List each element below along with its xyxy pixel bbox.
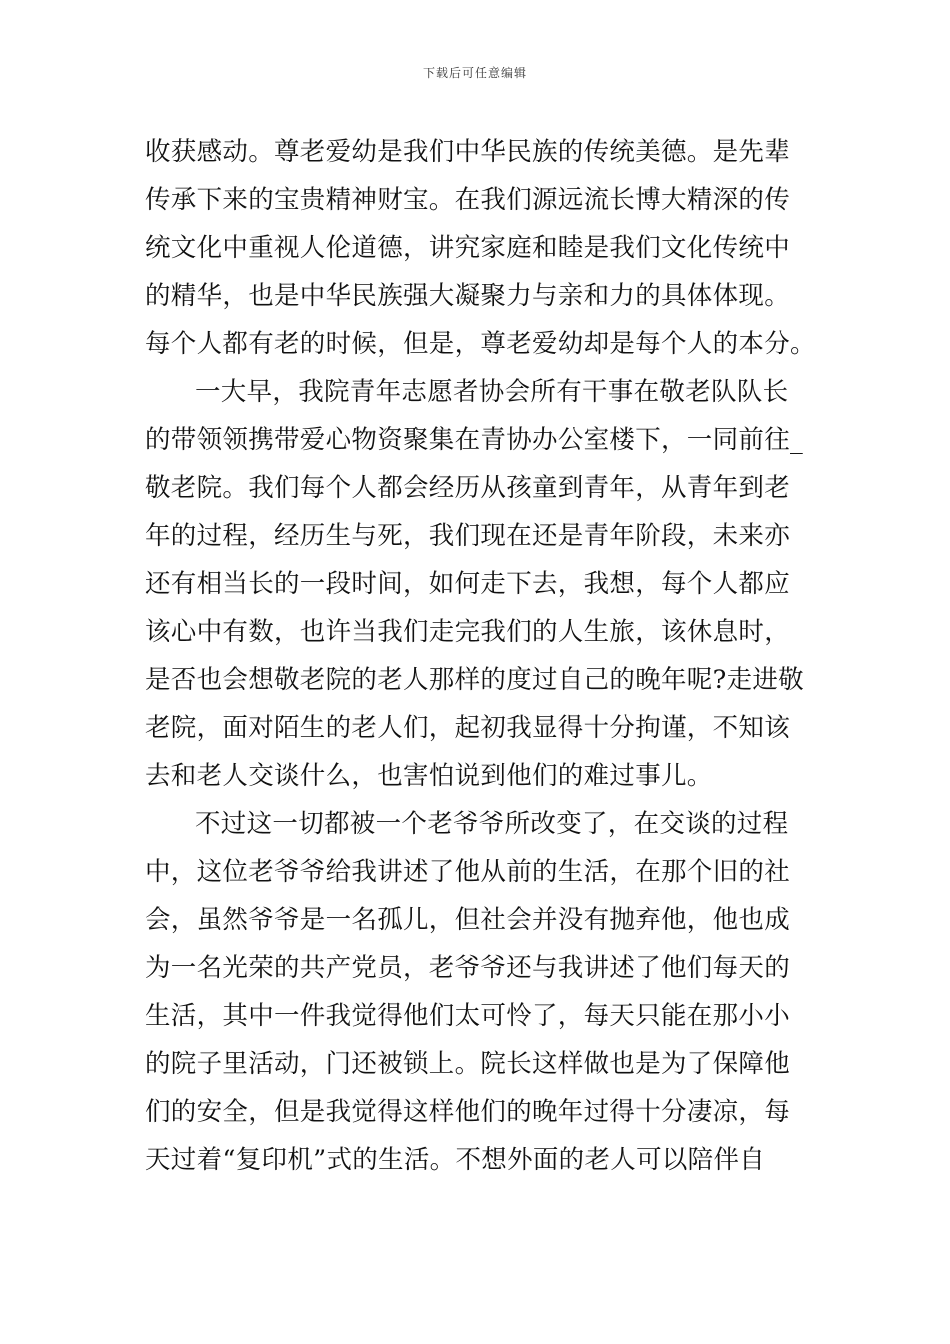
text-line: 一大早，我院青年志愿者协会所有干事在敬老队队长 — [195, 377, 789, 407]
text-line: 会，虽然爷爷是一名孤儿，但社会并没有抛弃他，他也成 — [145, 905, 791, 935]
text-line: 该心中有数，也许当我们走完我们的人生旅，该休息时， — [145, 617, 791, 647]
page-header: 下载后可任意编辑 — [422, 66, 527, 80]
text-line: 天过着“复印机”式的生活。不想外面的老人可以陪伴自 — [145, 1145, 766, 1175]
text-line: 年的过程，经历生与死，我们现在还是青年阶段，未来亦 — [145, 521, 791, 551]
text-line: 每个人都有老的时候，但是，尊老爱幼却是每个人的本分。 — [145, 329, 816, 359]
text-line: 去和老人交谈什么，也害怕说到他们的难过事儿。 — [145, 761, 713, 791]
text-line: 生活，其中一件我觉得他们太可怜了，每天只能在那小小 — [145, 1001, 791, 1031]
text-line: 敬老院。我们每个人都会经历从孩童到青年，从青年到老 — [145, 473, 791, 503]
text-line: 的带领领携带爱心物资聚集在青协办公室楼下，一同前往_ — [145, 425, 804, 455]
text-line: 传承下来的宝贵精神财宝。在我们源远流长博大精深的传 — [145, 185, 791, 215]
text-line: 的精华，也是中华民族强大凝聚力与亲和力的具体体现。 — [145, 281, 791, 311]
text-line: 不过这一切都被一个老爷爷所改变了，在交谈的过程 — [195, 809, 789, 839]
text-line: 中，这位老爷爷给我讲述了他从前的生活，在那个旧的社 — [145, 857, 791, 887]
text-line: 还有相当长的一段时间，如何走下去，我想，每个人都应 — [145, 569, 791, 599]
document-body — [145, 128, 816, 1184]
text-line: 为一名光荣的共产党员，老爷爷还与我讲述了他们每天的 — [145, 953, 791, 983]
text-line: 老院，面对陌生的老人们，起初我显得十分拘谨，不知该 — [145, 713, 791, 743]
text-line: 是否也会想敬老院的老人那样的度过自己的晚年呢?走进敬 — [145, 665, 804, 695]
text-line: 们的安全，但是我觉得这样他们的晚年过得十分凄凉，每 — [145, 1097, 791, 1127]
text-line: 的院子里活动，门还被锁上。院长这样做也是为了保障他 — [145, 1049, 791, 1079]
text-line: 统文化中重视人伦道德，讲究家庭和睦是我们文化传统中 — [145, 233, 791, 263]
text-line: 收获感动。尊老爱幼是我们中华民族的传统美德。是先辈 — [145, 137, 791, 167]
